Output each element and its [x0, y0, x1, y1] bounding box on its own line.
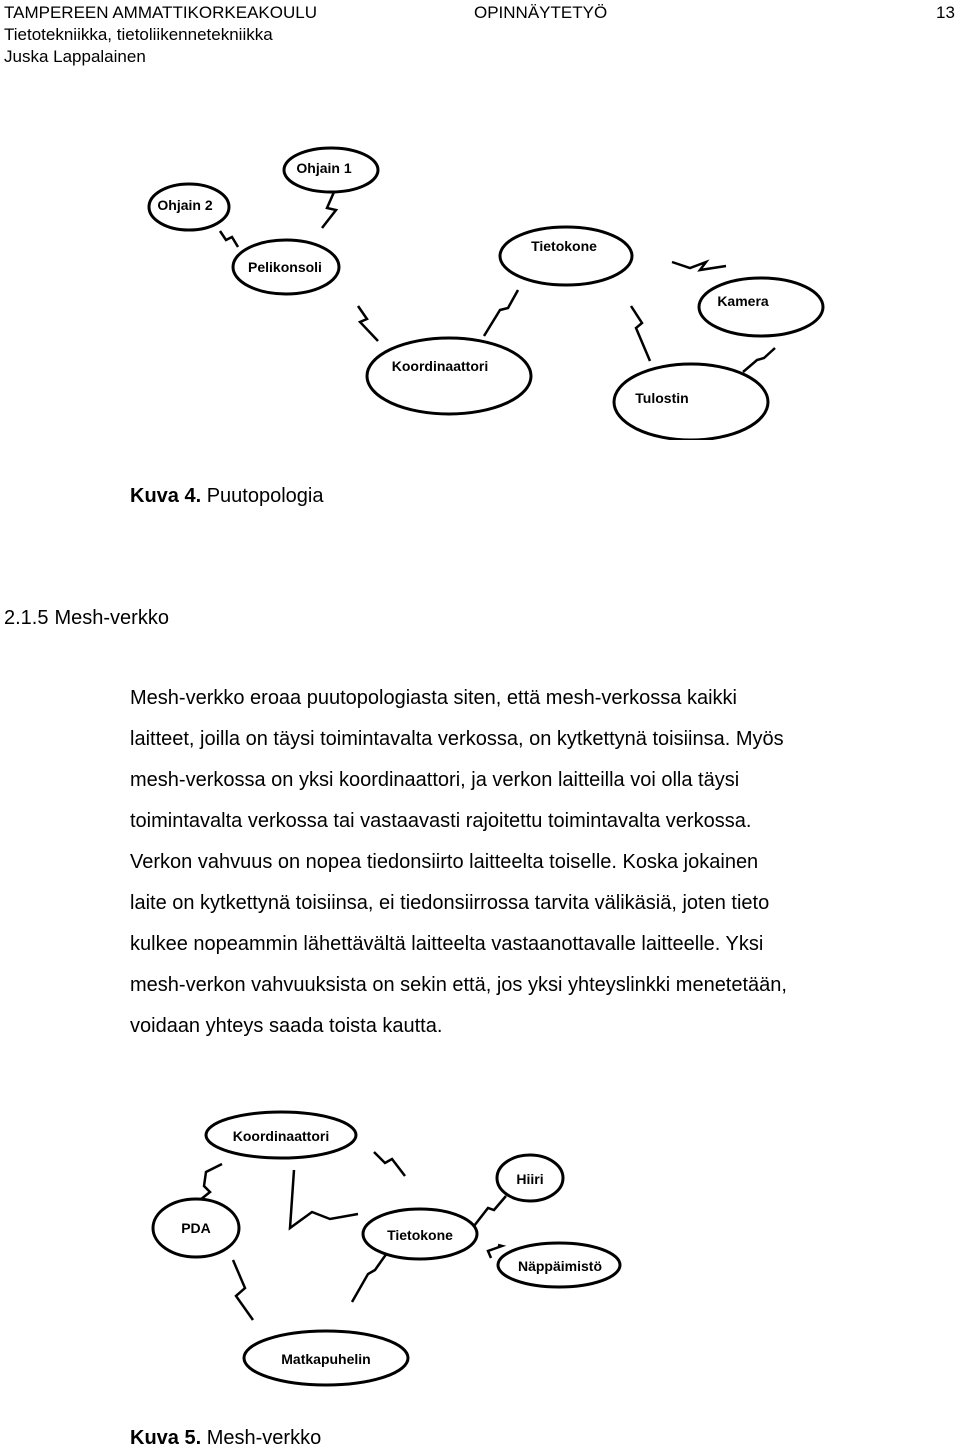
- caption-text: Puutopologia: [206, 485, 324, 507]
- body-paragraph: [130, 678, 930, 1047]
- link-pda-matkapuhelin: [233, 1260, 253, 1320]
- link-tietokone-koordinaattori: [484, 290, 518, 336]
- paragraph-line: kulkee nopeammin lähettävältä laitteelta vastaanottavalle laitteelle. Yksi: [130, 933, 764, 955]
- paragraph-line: voidaan yhteys saada toista kautta.: [130, 1015, 443, 1037]
- node-tietokone: [500, 227, 632, 285]
- link-ohjain2-pelikonsoli: [220, 231, 238, 247]
- page-number: 13: [936, 3, 955, 22]
- link-koordinaattori-hiiri: [374, 1152, 405, 1176]
- header-document-type: OPINNÄYTETYÖ: [474, 3, 608, 22]
- paragraph-line: mesh-verkossa on yksi koordinaattori, ja verkon laitteilla voi olla täysi: [130, 769, 740, 791]
- tree-topology-diagram: [0, 140, 960, 440]
- node-label-nappaimisto: Näppäimistö: [517, 1258, 603, 1274]
- caption-text: Mesh-verkko: [206, 1427, 322, 1449]
- mesh-network-diagram: [0, 1100, 960, 1400]
- link-tietokone-kamera: [672, 262, 726, 270]
- header-department: Tietotekniikka, tietoliikennetekniikka: [4, 25, 273, 44]
- link-koordinaattori-pda: [200, 1164, 222, 1200]
- link-hiiri-tietokone: [474, 1196, 506, 1226]
- paragraph-line: toimintavalta verkossa tai vastaavasti rajoitettu toimintavalta verkossa.: [130, 810, 752, 832]
- figure-caption-5: [130, 1426, 321, 1450]
- paragraph-line: Verkon vahvuus on nopea tiedonsiirto laitteelta toiselle. Koska jokainen: [130, 851, 759, 873]
- caption-label: Kuva 5.: [130, 1427, 202, 1449]
- link-tietokone-matkapuhelin: [352, 1253, 387, 1302]
- caption-label: Kuva 4.: [130, 485, 202, 507]
- section-number: 2.1.5: [4, 607, 49, 629]
- node-koordinaattori: [367, 338, 531, 414]
- section-title: Mesh-verkko: [54, 607, 169, 629]
- node-label-koordinaattori: Koordinaattori: [232, 1128, 330, 1144]
- paragraph-line: laite on kytkettynä toisiinsa, ei tiedonsiirrossa tarvita välikäsiä, joten tieto: [130, 892, 770, 914]
- node-label-pelikonsoli: Pelikonsoli: [248, 259, 322, 275]
- paragraph-line: laitteet, joilla on täysi toimintavalta verkossa, on kytkettynä toisiinsa. Myös: [130, 728, 784, 750]
- node-label-tulostin: Tulostin: [635, 390, 689, 406]
- paragraph-line: mesh-verkon vahvuuksista on sekin että, jos yksi yhteyslinkki menetetään,: [130, 974, 787, 996]
- tree-topology-figure: [0, 140, 960, 440]
- paragraph-line: Mesh-verkko eroaa puutopologiasta siten, että mesh-verkossa kaikki: [130, 687, 737, 709]
- link-pelikonsoli-koordinaattori: [358, 306, 378, 341]
- node-label-tietokone: Tietokone: [387, 1227, 453, 1243]
- header-school: TAMPEREEN AMMATTIKORKEAKOULU: [4, 3, 317, 22]
- link-tietokone-nappaimisto: [488, 1245, 502, 1258]
- link-kamera-tulostin: [743, 348, 775, 372]
- figure-caption-4: [130, 484, 324, 508]
- mesh-network-figure: [0, 1100, 960, 1400]
- node-label-pda: PDA: [181, 1220, 211, 1236]
- node-label-tietokone: Tietokone: [531, 238, 597, 254]
- node-label-matkapuhelin: Matkapuhelin: [281, 1351, 371, 1367]
- section-heading: [4, 606, 169, 630]
- header-author: Juska Lappalainen: [4, 47, 146, 66]
- link-koordinaattori-tietokone: [290, 1170, 358, 1228]
- node-label-kamera: Kamera: [717, 293, 769, 309]
- node-label-ohjain2: Ohjain 2: [157, 197, 213, 213]
- link-tulostin-koordinaattori: [631, 306, 650, 361]
- node-label-koordinaattori: Koordinaattori: [391, 358, 489, 374]
- node-label-ohjain1: Ohjain 1: [296, 160, 352, 176]
- link-ohjain1-pelikonsoli: [322, 192, 336, 228]
- node-label-hiiri: Hiiri: [516, 1171, 544, 1187]
